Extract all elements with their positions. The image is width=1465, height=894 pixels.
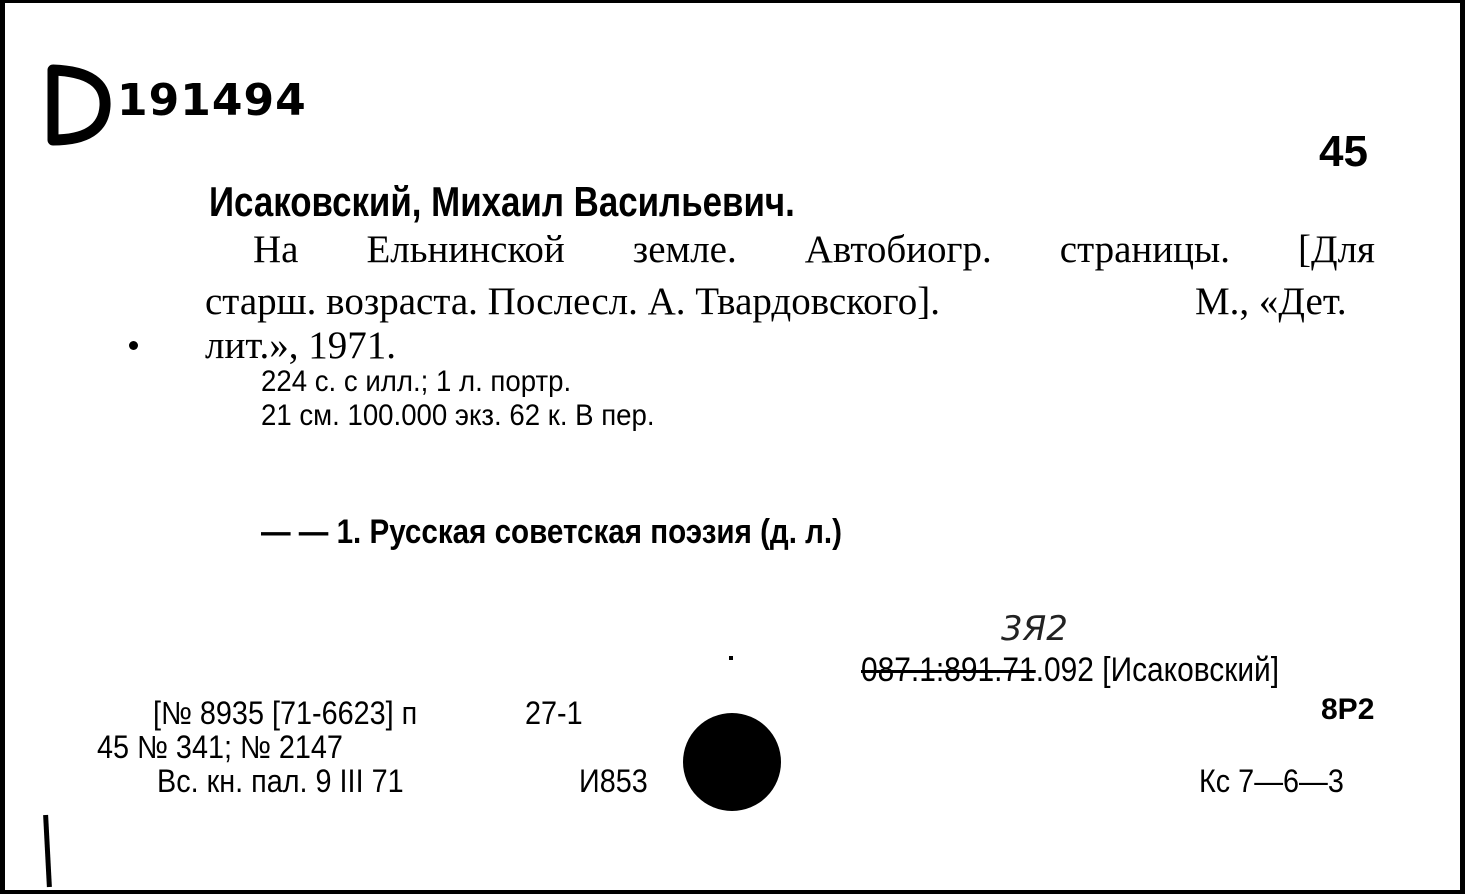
classification-rest: .092 [Исаковский] <box>1035 651 1280 689</box>
kc-code: Кс 7—6—3 <box>1199 763 1344 799</box>
classification-struck: 087.1:891.71 <box>861 651 1036 689</box>
punch-hole <box>683 713 781 811</box>
subject-heading: — — 1. Русская советская поэзия (д. л.) <box>261 513 843 551</box>
handwritten-note: 3Я2 <box>1001 609 1068 649</box>
description-line-2: старш. возраста. Послесл. А. Твардовского]. <box>205 280 940 323</box>
description-line-1: На Ельнинской земле. Автобиогр. страницы. [Для <box>253 228 1375 271</box>
author-heading: Исаковский, Михаил Васильевич. <box>209 178 795 225</box>
registry-line-2: 45 № 341; № 2147 <box>97 729 343 765</box>
margin-scratch <box>43 815 52 887</box>
physical-line-1: 224 с. с илл.; 1 л. портр. <box>261 365 572 398</box>
classification-line <box>861 651 1279 690</box>
classification-code: 8Р2 <box>1321 693 1375 726</box>
registry-line-1-right: 27-1 <box>525 695 583 731</box>
handwritten-code: 191494 <box>117 75 307 126</box>
registry-line-1-left: [№ 8935 [71-6623] п <box>153 695 418 731</box>
handwritten-d-mark <box>45 58 115 153</box>
registry-line-3-right: И853 <box>579 763 648 799</box>
description-line-3: лит.», 1971. <box>205 324 396 367</box>
registry-line-3-left: Вс. кн. пал. 9 III 71 <box>157 763 404 799</box>
ink-speck <box>729 656 733 660</box>
description-line-2-publisher: М., «Дет. <box>1195 280 1347 323</box>
physical-line-2: 21 см. 100.000 экз. 62 к. В пер. <box>261 399 655 432</box>
bullet-dot <box>129 341 138 350</box>
card-number: 45 <box>1319 127 1368 176</box>
